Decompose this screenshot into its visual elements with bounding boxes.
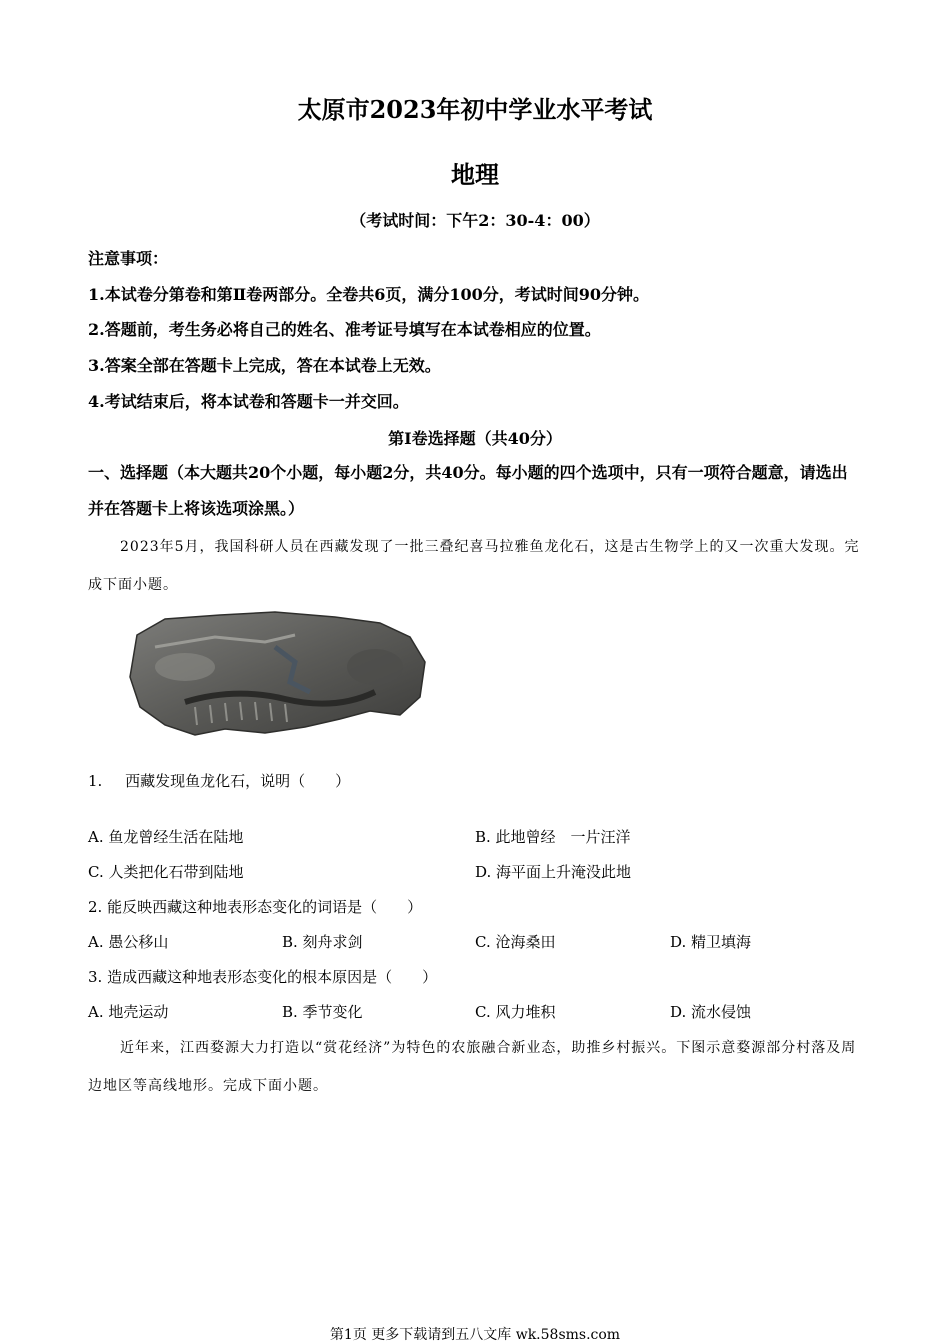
- option-b[interactable]: B. 此地曾经 一片汪洋: [475, 828, 631, 846]
- passage-fossil: 2023年5月，我国科研人员在西藏发现了一批三叠纪喜马拉雅鱼龙化石，这是古生物学上的又一次重大发现。完成下面小题。: [88, 539, 860, 593]
- option-d[interactable]: D. 海平面上升淹没此地: [475, 863, 632, 881]
- option-a[interactable]: A. 愚公移山: [88, 933, 169, 951]
- question-1: [88, 770, 350, 791]
- section-title: 第Ⅰ卷选择题（共40分）: [388, 429, 562, 448]
- option-b[interactable]: B. 刻舟求剑: [282, 933, 363, 951]
- exam-title: 太原市2023年初中学业水平考试: [297, 95, 653, 124]
- option-d[interactable]: D. 流水侵蚀: [670, 1003, 752, 1021]
- ichthyosaur-fossil-image: [125, 607, 430, 742]
- section-intro: 一、选择题（本大题共20个小题，每小题2分，共40分。每小题的四个选项中，只有一项符合题意，请选出并在答题卡上将该选项涂黑。）: [88, 463, 848, 518]
- notice-heading: 注意事项：: [88, 249, 169, 268]
- option-a[interactable]: A. 地壳运动: [88, 1003, 169, 1021]
- notice-item: 2.答题前，考生务必将自己的姓名、准考证号填写在本试卷相应的位置。: [88, 320, 601, 339]
- question-2: 2. 能反映西藏这种地表形态变化的词语是（ ）: [88, 898, 423, 916]
- option-b[interactable]: B. 季节变化: [282, 1003, 363, 1021]
- option-c[interactable]: C. 沧海桑田: [475, 933, 556, 951]
- option-c[interactable]: C. 风力堆积: [475, 1003, 556, 1021]
- page-footer: 第1页 更多下载请到五八文库 wk.58sms.com: [329, 1327, 621, 1343]
- option-c[interactable]: C. 人类把化石带到陆地: [88, 863, 244, 881]
- question-stem: 西藏发现鱼龙化石，说明（ ）: [125, 772, 351, 790]
- question-3: 3. 造成西藏这种地表形态变化的根本原因是（ ）: [88, 968, 438, 986]
- notice-item: 4.考试结束后，将本试卷和答题卡一并交回。: [88, 392, 409, 411]
- exam-time: （考试时间：下午2：30-4：00）: [350, 211, 600, 230]
- notice-item: 3.答案全部在答题卡上完成，答在本试卷上无效。: [88, 356, 441, 375]
- passage-wuyuan: 近年来，江西婺源大力打造以“赏花经济”为特色的农旅融合新业态，助推乡村振兴。下图示意婺源部分村落及周边地区等高线地形。完成下面小题。: [88, 1040, 857, 1094]
- option-a[interactable]: A. 鱼龙曾经生活在陆地: [88, 828, 244, 846]
- notice-item: 1.本试卷分第卷和第Ⅱ卷两部分。全卷共6页，满分100分，考试时间90分钟。: [88, 285, 649, 304]
- option-d[interactable]: D. 精卫填海: [670, 933, 752, 951]
- question-number: 1.: [88, 772, 103, 790]
- subject-title: 地理: [451, 160, 499, 189]
